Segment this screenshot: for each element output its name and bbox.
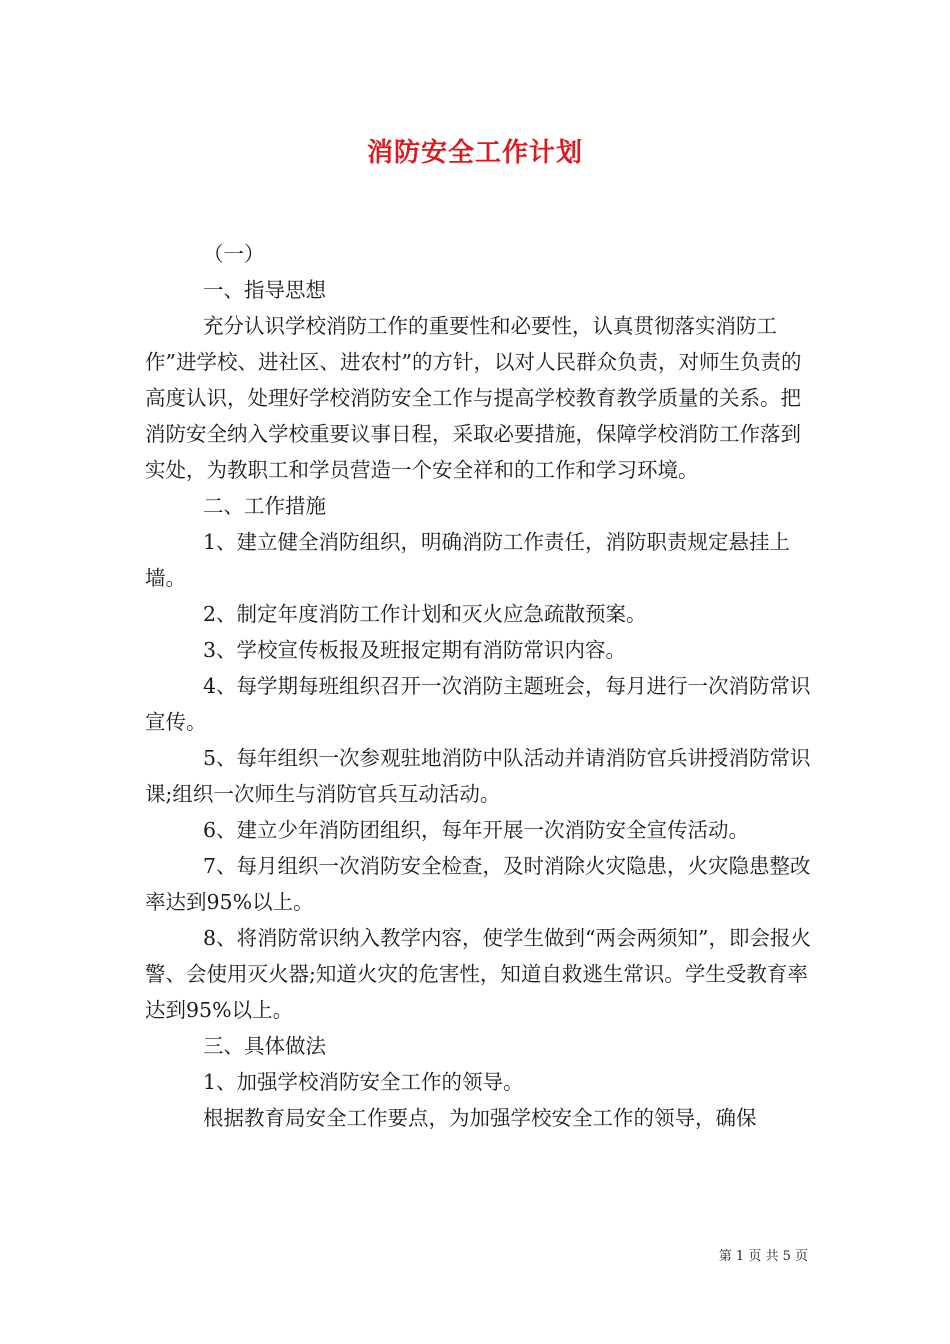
page-number: 第 1 页 共 5 页 xyxy=(718,1249,808,1264)
measure-item-8: 8、将消防常识纳入教学内容，使学生做到“两会两须知”，即会报火警、会使用灭火器;知道火灾的危害性，知道自救逃生常识。学生受教育率达到95%以上。 xyxy=(145,926,812,1022)
measure-item-5: 5、每年组织一次参观驻地消防中队活动并请消防官兵讲授消防常识课;组织一次师生与消防官兵互动活动。 xyxy=(145,746,811,806)
method-item-1: 1、加强学校消防安全工作的领导。 xyxy=(203,1070,524,1094)
measure-item-3: 3、学校宣传板报及班报定期有消防常识内容。 xyxy=(203,638,627,662)
paragraph-guiding-ideology: 充分认识学校消防工作的重要性和必要性，认真贯彻落实消防工作”进学校、进社区、进农村”的方针，以对人民群众负责，对师生负责的高度认识，处理好学校消防安全工作与提高学校教育教学质量的关系。把消防安全纳入学校重要议事日程，采取必要措施，保障学校消防工作落到实处，为教职工和学员营造一个安全祥和的工作和学习环境。 xyxy=(145,314,802,482)
heading-work-measures: 二、工作措施 xyxy=(203,494,326,518)
heading-specific-methods: 三、具体做法 xyxy=(203,1034,326,1058)
measure-item-7: 7、每月组织一次消防安全检查，及时消除火灾隐患，火灾隐患整改率达到95%以上。 xyxy=(145,854,811,914)
paragraph-method-detail: 根据教育局安全工作要点，为加强学校安全工作的领导，确保 xyxy=(203,1106,757,1130)
document-body xyxy=(145,236,817,1136)
measure-item-4: 4、每学期每班组织召开一次消防主题班会，每月进行一次消防常识宣传。 xyxy=(145,674,811,734)
section-marker: （一） xyxy=(203,242,265,266)
measure-item-1: 1、建立健全消防组织，明确消防工作责任，消防职责规定悬挂上墙。 xyxy=(145,530,791,590)
heading-guiding-ideology: 一、指导思想 xyxy=(203,278,326,302)
measure-item-2: 2、制定年度消防工作计划和灭火应急疏散预案。 xyxy=(203,602,647,626)
measure-item-6: 6、建立少年消防团组织，每年开展一次消防安全宣传活动。 xyxy=(203,818,750,842)
document-title: 消防安全工作计划 xyxy=(366,138,583,168)
